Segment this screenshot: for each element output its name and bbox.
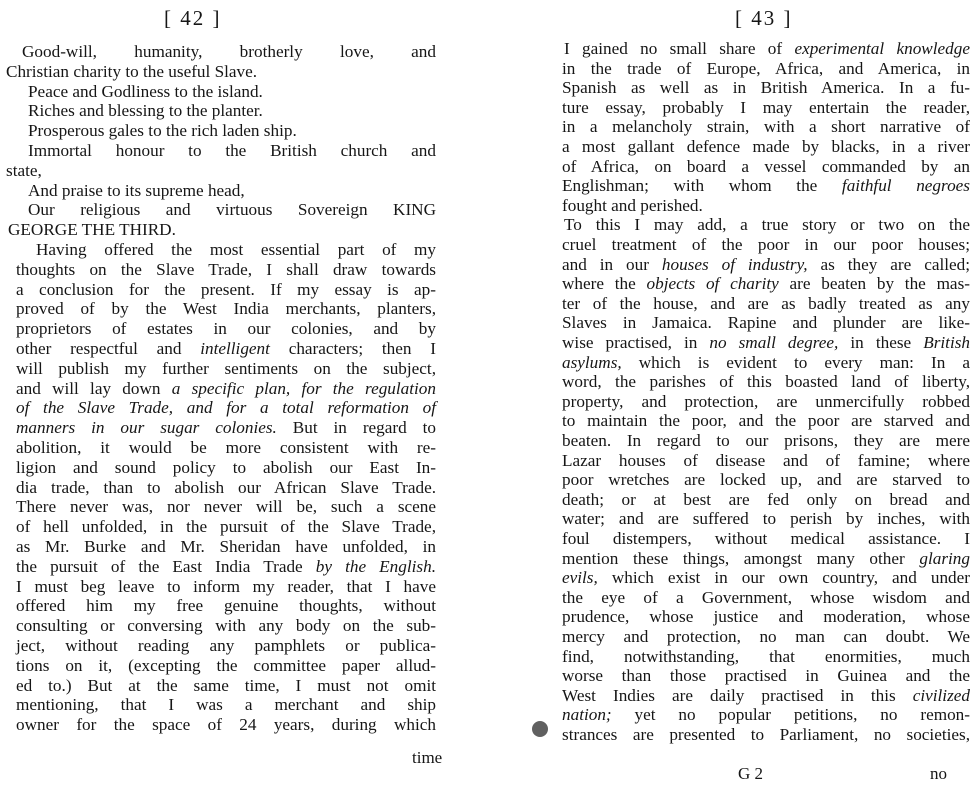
text-line bbox=[562, 725, 970, 745]
italic-text: evils, bbox=[562, 568, 598, 588]
text-segment: Christian charity to the useful Slave. bbox=[6, 61, 258, 81]
text-line bbox=[562, 157, 970, 177]
text-line bbox=[562, 372, 970, 392]
text-line bbox=[28, 141, 436, 161]
text-segment: owner for the space of 24 years, during which bbox=[16, 715, 436, 735]
text-segment: Our religious and virtuous Sovereign KING bbox=[28, 200, 436, 220]
text-line bbox=[562, 98, 970, 118]
text-line bbox=[16, 438, 436, 458]
text-line bbox=[6, 161, 42, 181]
text-segment: which exist in our own country, and under bbox=[597, 568, 970, 588]
text-segment: poor wretches are locked up, and are starved to bbox=[562, 470, 970, 490]
text-line bbox=[16, 577, 436, 597]
text-line bbox=[16, 359, 436, 379]
text-line bbox=[562, 274, 970, 294]
text-line bbox=[16, 636, 436, 656]
text-segment: and in our bbox=[562, 254, 662, 274]
text-line bbox=[6, 62, 257, 82]
text-segment: ture essay, probably I may entertain the reader, bbox=[562, 97, 970, 117]
text-segment: offered him my free genuine thoughts, without bbox=[16, 596, 436, 616]
text-line bbox=[562, 490, 970, 510]
text-line bbox=[562, 294, 970, 314]
text-line bbox=[562, 333, 970, 353]
text-line bbox=[16, 319, 436, 339]
text-segment: to maintain the poor, and the poor are starved and bbox=[562, 411, 970, 431]
text-line bbox=[16, 557, 436, 577]
text-segment: as Mr. Burke and Mr. Sheridan have unfolded, in bbox=[16, 537, 436, 556]
text-segment: Having offered the most essential part of my bbox=[36, 240, 436, 259]
text-line bbox=[28, 101, 263, 121]
text-segment: There never was, nor never will be, such a scene bbox=[16, 497, 436, 517]
text-segment: of Africa, on board a vessel commanded by an bbox=[562, 156, 970, 176]
text-segment: as they are called; bbox=[807, 254, 970, 274]
text-segment: Englishman; with whom the bbox=[562, 176, 842, 196]
text-line bbox=[562, 176, 970, 196]
left-page bbox=[0, 0, 460, 787]
italic-text: by the English. bbox=[315, 556, 436, 576]
text-line bbox=[562, 627, 970, 647]
text-segment: ligion and sound policy to abolish our East In- bbox=[16, 457, 436, 477]
text-line bbox=[562, 411, 970, 431]
text-segment: yet no popular petitions, no remon- bbox=[611, 705, 970, 725]
text-segment: Spanish as well as in British America. In a fu- bbox=[562, 78, 970, 98]
text-segment: mentioning, that I was a merchant and ship bbox=[16, 695, 436, 715]
text-line bbox=[562, 117, 970, 137]
text-segment: and will lay down bbox=[16, 378, 172, 398]
text-segment: Slaves in Jamaica. Rapine and plunder are like- bbox=[562, 313, 970, 333]
text-line bbox=[562, 235, 970, 255]
text-line bbox=[562, 255, 970, 275]
text-line bbox=[16, 478, 436, 498]
text-segment: mercy and protection, no man can doubt. We bbox=[562, 627, 970, 646]
text-line bbox=[16, 280, 436, 300]
text-segment: water; and are suffered to perish by inches, with bbox=[562, 509, 970, 529]
text-line bbox=[36, 240, 436, 260]
text-line bbox=[564, 39, 970, 59]
text-segment: Lazar houses of disease and of famine; where bbox=[562, 450, 970, 470]
text-segment: find, notwithstanding, that enormities, much bbox=[562, 646, 970, 666]
text-line bbox=[562, 529, 970, 549]
text-segment: will publish my further sentiments on the subject, bbox=[16, 358, 436, 378]
text-segment: in these bbox=[838, 333, 924, 352]
text-line bbox=[28, 181, 245, 201]
text-segment: property, and protection, are unmercifully robbed bbox=[562, 391, 970, 411]
text-segment: consulting or conversing with any body on the sub- bbox=[16, 616, 436, 636]
italic-text: objects of charity bbox=[646, 274, 779, 294]
text-segment: a most gallant defence made by blacks, in a river bbox=[562, 137, 970, 156]
text-segment: ed to.) But at the same time, I must not omit bbox=[16, 675, 436, 695]
page-number: [ 43 ] bbox=[735, 6, 793, 30]
text-line bbox=[16, 339, 436, 359]
text-segment: mention these things, amongst many other bbox=[562, 548, 920, 568]
italic-text: of the Slave Trade, and for a total reformation of bbox=[16, 398, 436, 418]
text-line bbox=[16, 418, 436, 438]
text-segment: other respectful and bbox=[16, 339, 201, 358]
text-line bbox=[564, 215, 970, 235]
text-line bbox=[562, 137, 970, 157]
text-line bbox=[562, 588, 970, 608]
text-line bbox=[562, 451, 970, 471]
text-line bbox=[16, 379, 436, 399]
text-line bbox=[28, 200, 436, 220]
text-line bbox=[562, 705, 970, 725]
text-segment: Peace and Godliness to the island. bbox=[28, 81, 263, 101]
text-segment: wise practised, in bbox=[562, 333, 710, 352]
text-line bbox=[16, 458, 436, 478]
text-segment: tions on it, (excepting the committee paper allud- bbox=[16, 655, 436, 675]
text-segment: the pursuit of the East India Trade bbox=[16, 556, 316, 576]
text-segment: prudence, whose justice and moderation, whose bbox=[562, 607, 970, 627]
text-line bbox=[562, 196, 703, 216]
text-line bbox=[16, 596, 436, 616]
text-line bbox=[562, 59, 970, 79]
text-segment: a conclusion for the present. If my essay is ap- bbox=[16, 279, 436, 299]
text-segment: of hell unfolded, in the pursuit of the Slave Trade, bbox=[16, 517, 436, 537]
text-line bbox=[562, 313, 970, 333]
text-line bbox=[16, 398, 436, 418]
text-segment: And praise to its supreme head, bbox=[28, 180, 245, 200]
text-segment: the eye of a Government, whose wisdom and bbox=[562, 587, 970, 607]
text-segment: death; or at best are fed only on bread and bbox=[562, 489, 970, 509]
italic-text: experimental knowledge bbox=[794, 39, 970, 58]
text-line bbox=[16, 695, 436, 715]
text-line bbox=[8, 220, 176, 240]
text-segment: GEORGE THE THIRD. bbox=[8, 220, 176, 240]
text-line bbox=[16, 299, 436, 319]
italic-text: civilized bbox=[912, 685, 970, 705]
text-segment: But in regard to bbox=[276, 418, 436, 438]
text-segment: fought and perished. bbox=[562, 195, 703, 215]
text-segment: beaten. In regard to our prisons, they are mere bbox=[562, 431, 970, 450]
text-line bbox=[16, 517, 436, 537]
text-segment: are beaten by the mas- bbox=[778, 274, 970, 294]
text-segment: which is evident to every man: In a bbox=[621, 352, 970, 372]
text-line bbox=[16, 537, 436, 557]
text-segment: characters; then I bbox=[269, 339, 436, 358]
signature-mark: G 2 bbox=[738, 764, 764, 783]
text-line bbox=[16, 616, 436, 636]
italic-text: intelligent bbox=[200, 339, 270, 358]
text-segment: in the trade of Europe, Africa, and America, in bbox=[562, 58, 970, 78]
italic-text: faithful negroes bbox=[841, 176, 970, 196]
text-segment: cruel treatment of the poor in our poor houses; bbox=[562, 235, 970, 254]
italic-text: nation; bbox=[562, 705, 612, 725]
text-line bbox=[562, 353, 970, 373]
text-segment: Riches and blessing to the planter. bbox=[28, 101, 263, 121]
text-segment: abolition, it would be more consistent with re- bbox=[16, 438, 436, 457]
italic-text: houses of industry, bbox=[661, 254, 808, 274]
text-line bbox=[562, 647, 970, 667]
text-segment: Prosperous gales to the rich laden ship. bbox=[28, 121, 297, 141]
italic-text: no small degree, bbox=[709, 333, 839, 352]
text-segment: strances are presented to Parliament, no societies, bbox=[562, 725, 970, 744]
text-segment: To this I may add, a true story or two on the bbox=[564, 215, 970, 235]
text-line bbox=[562, 607, 970, 627]
text-segment: I must beg leave to inform my reader, that I have bbox=[16, 576, 436, 596]
right-page bbox=[530, 0, 980, 787]
italic-text: asylums, bbox=[562, 352, 622, 372]
text-segment: thoughts on the Slave Trade, I shall draw towards bbox=[16, 259, 436, 279]
text-segment: Immortal honour to the British church and bbox=[28, 141, 436, 160]
text-line bbox=[16, 497, 436, 517]
page-number: [ 42 ] bbox=[164, 6, 222, 30]
text-line bbox=[16, 260, 436, 280]
text-segment: proprietors of estates in our colonies, and by bbox=[16, 319, 436, 339]
text-segment: in a melancholy strain, with a short narrative of bbox=[562, 117, 970, 137]
text-segment: ject, without reading any pamphlets or publica- bbox=[16, 636, 436, 655]
text-line bbox=[562, 78, 970, 98]
text-line bbox=[16, 656, 436, 676]
text-line bbox=[22, 42, 436, 62]
text-line bbox=[562, 686, 970, 706]
text-segment: Good-will, humanity, brotherly love, and bbox=[22, 42, 436, 61]
text-segment: state, bbox=[6, 160, 42, 180]
text-line bbox=[562, 431, 970, 451]
italic-text: manners in our sugar colonies. bbox=[16, 418, 277, 438]
catchword: no bbox=[930, 764, 947, 783]
text-line bbox=[562, 568, 970, 588]
text-line bbox=[16, 676, 436, 696]
text-line bbox=[562, 549, 970, 569]
catchword: time bbox=[412, 748, 443, 767]
text-segment: West Indies are daily practised in this bbox=[562, 685, 913, 705]
text-line bbox=[28, 121, 297, 141]
italic-text: British bbox=[923, 333, 970, 352]
text-segment: dia trade, than to abolish our African Slave Trade. bbox=[16, 477, 436, 497]
text-segment: I gained no small share of bbox=[564, 39, 795, 58]
text-segment: word, the parishes of this boasted land of liberty, bbox=[562, 372, 970, 392]
text-line bbox=[28, 82, 263, 102]
italic-text: glaring bbox=[919, 548, 970, 568]
text-segment: where the bbox=[562, 274, 647, 294]
text-segment: ter of the house, and are as badly treated as any bbox=[562, 293, 970, 313]
ink-blot bbox=[532, 721, 548, 737]
text-line bbox=[16, 715, 436, 735]
text-segment: proved of by the West India merchants, planters, bbox=[16, 299, 436, 319]
text-segment: worse than those practised in Guinea and the bbox=[562, 666, 970, 686]
text-segment: foul distempers, without medical assistance. I bbox=[562, 529, 970, 548]
text-line bbox=[562, 666, 970, 686]
text-line bbox=[562, 392, 970, 412]
text-line bbox=[562, 470, 970, 490]
text-line bbox=[562, 509, 970, 529]
italic-text: a specific plan, for the regulation bbox=[171, 378, 436, 398]
